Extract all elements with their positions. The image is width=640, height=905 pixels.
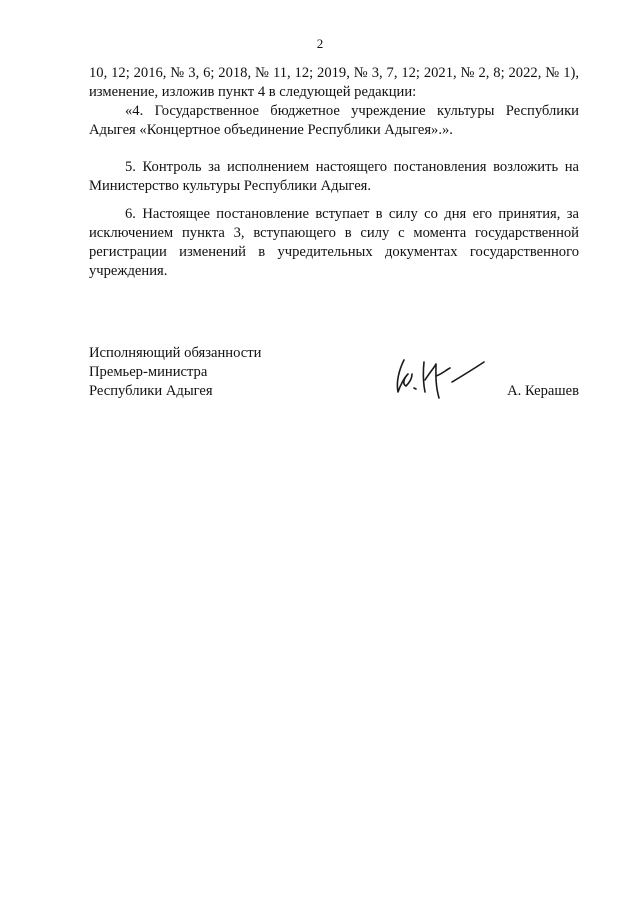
text-line: 5. Контроль за исполнением настоящего постановления возложить на xyxy=(125,159,579,175)
paragraph-6 xyxy=(89,205,579,281)
text-line: «4. Государственное бюджетное учреждение культуры Республики xyxy=(125,103,579,119)
signatory-title-line: Исполняющий обязанности xyxy=(89,345,262,361)
text-line: Министерство культуры Республики Адыгея. xyxy=(89,178,372,194)
text-line: Адыгея «Концертное объединение Республики Адыгея».». xyxy=(89,122,453,138)
signature-strokes xyxy=(397,360,484,398)
text-line: регистрации изменений в учредительных документах государственного xyxy=(89,244,579,260)
page-number: 2 xyxy=(316,36,324,51)
signatory-name: А. Керашев xyxy=(507,383,579,399)
amendment-paragraph xyxy=(89,64,579,140)
handwritten-signature xyxy=(390,350,490,402)
signatory-title-line: Премьер-министра xyxy=(89,364,208,380)
signatory-title-line: Республики Адыгея xyxy=(89,383,213,399)
text-line: учреждения. xyxy=(89,263,168,279)
text-line: исключением пункта 3, вступающего в силу с момента государственной xyxy=(89,225,579,241)
text-line: 6. Настоящее постановление вступает в силу со дня его принятия, за xyxy=(125,206,579,222)
text-line: изменение, изложив пункт 4 в следующей редакции: xyxy=(89,84,417,100)
paragraph-5 xyxy=(89,158,579,196)
text-line: 10, 12; 2016, № 3, 6; 2018, № 11, 12; 2019, № 3, 7, 12; 2021, № 2, 8; 2022, № 1), xyxy=(89,65,579,81)
signatory-title xyxy=(89,344,309,401)
